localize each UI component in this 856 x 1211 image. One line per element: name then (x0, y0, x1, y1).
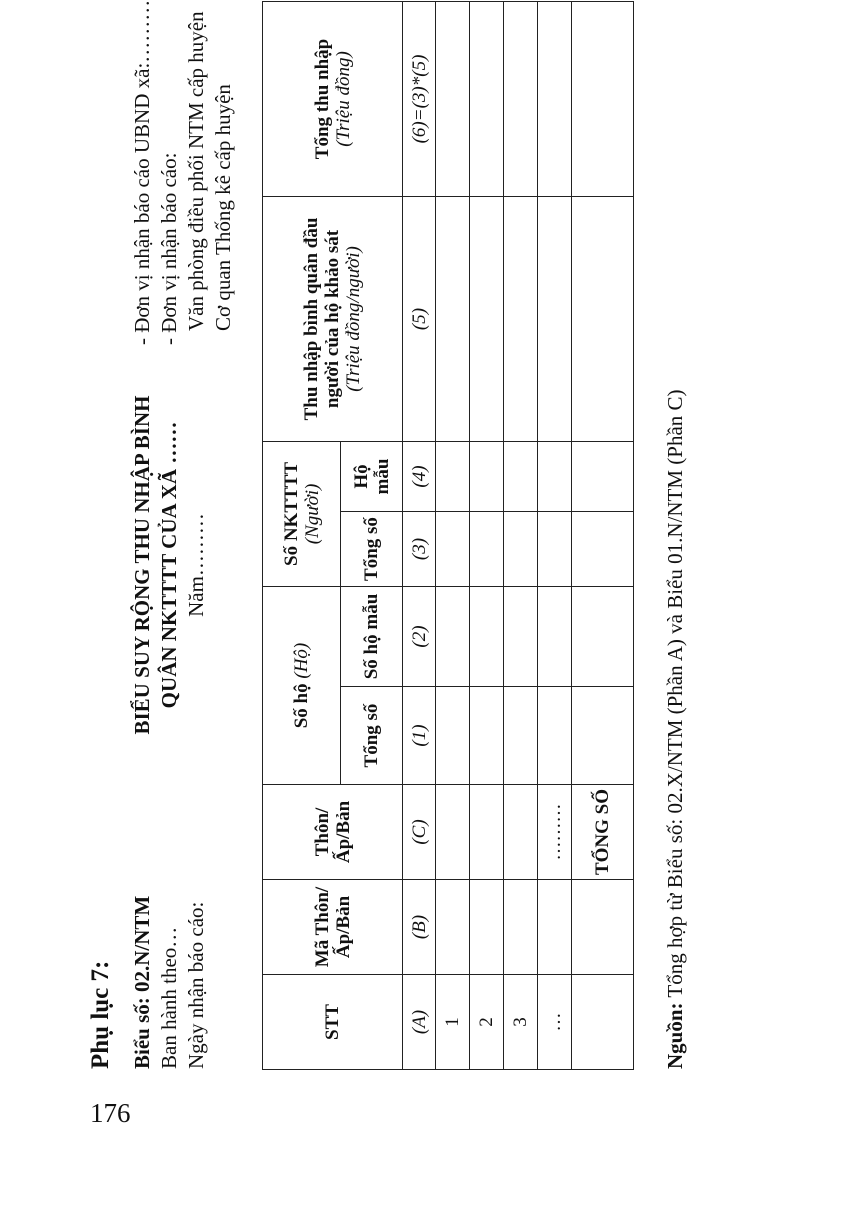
header-thon: Thôn/ Ấp/Bản (263, 785, 403, 880)
code-row: (A) (B) (C) (1) (2) (3) (4) (5) (6)=(3)*(5) (403, 1, 436, 1069)
table-row: … ……… (538, 1, 572, 1069)
dots-cell: ……… (538, 785, 572, 880)
header-so-ho-tong-so: Tổng số (341, 687, 403, 785)
recipient-line-1: - Đơn vị nhận báo cáo UBND xã:……… (130, 0, 154, 345)
page-number: 176 (90, 1098, 131, 1128)
header-so-ho-mau: Số hộ mẫu (341, 587, 403, 687)
recipient-line-3: Văn phòng điều phối NTM cấp huyện (184, 11, 208, 331)
header-ma-thon: Mã Thôn/ Ấp/Bản (263, 880, 403, 975)
appendix-title: Phụ lục 7: (87, 960, 114, 1069)
table-row: 2 (470, 1, 504, 1069)
recipient-line-2: - Đơn vị nhận báo cáo: (157, 152, 181, 345)
total-label: TỔNG SỐ (572, 785, 634, 880)
header-nkt-tong-so: Tổng số (341, 512, 403, 587)
main-title (129, 375, 210, 755)
source-note (663, 389, 688, 1069)
header-so-nkt: Số NKTTTT (Người) (263, 441, 341, 586)
total-row (572, 1, 634, 1069)
received-date: Ngày nhận báo cáo: (184, 901, 208, 1069)
form-code: Biểu số: 02.N/NTM (130, 895, 154, 1069)
source-text: Tổng hợp từ Biểu số: 02.X/NTM (Phần A) và Biểu 01.N/NTM (Phần C) (663, 389, 687, 1003)
recipients (129, 0, 237, 345)
header-stt: STT (263, 975, 403, 1070)
table-row: 3 (504, 1, 538, 1069)
header-tong-thu-nhap: Tổng thu nhập (Triệu đồng) (263, 1, 403, 196)
title-line-2: QUÂN NKTTTT CỦA XÃ …… (157, 421, 181, 709)
header-so-ho: Số hộ (Hộ) (263, 587, 341, 785)
table-row: 1 (436, 1, 470, 1069)
recipient-line-4: Cơ quan Thống kê cấp huyện (211, 84, 235, 331)
title-year: Năm……… (184, 513, 208, 617)
issued-by: Ban hành theo… (157, 926, 181, 1069)
form-info (129, 896, 210, 1069)
rotated-page-content (85, 0, 745, 1115)
source-label: Nguồn: (663, 1002, 687, 1069)
report-table (262, 1, 634, 1070)
title-line-1: BIỂU SUY RỘNG THU NHẬP BÌNH (130, 395, 154, 735)
header-nkt-ho-mau: Hộ mẫu (341, 441, 403, 511)
header-thu-nhap: Thu nhập bình quân đầu người của hộ khảo sát (Triệu đồng/người) (263, 196, 403, 441)
